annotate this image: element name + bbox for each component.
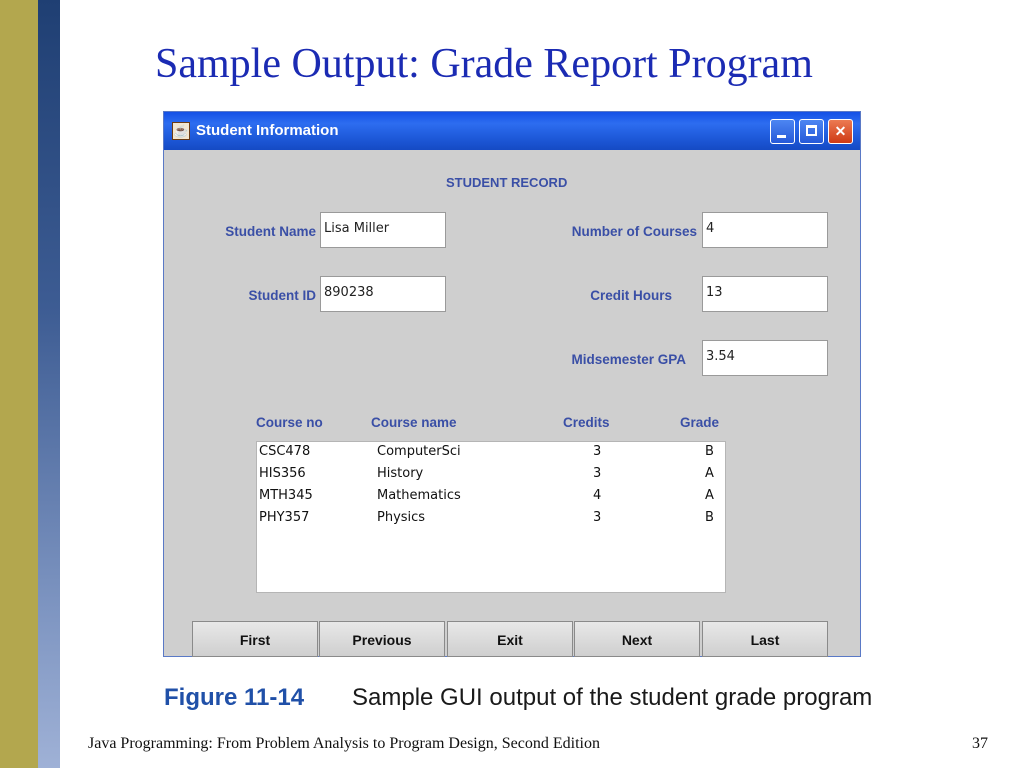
course-no: HIS356: [259, 466, 306, 481]
col-head-course-no: Course no: [256, 415, 323, 430]
course-row[interactable]: [257, 486, 725, 508]
first-button[interactable]: First: [192, 621, 318, 657]
course-name: Physics: [377, 510, 426, 525]
course-list[interactable]: [256, 441, 726, 593]
course-grade: B: [705, 444, 714, 459]
minimize-icon: [777, 135, 786, 138]
previous-button[interactable]: Previous: [319, 621, 445, 657]
course-grade: B: [705, 510, 714, 525]
course-credits: 3: [593, 510, 602, 525]
num-courses-field[interactable]: 4: [702, 212, 828, 248]
gpa-label: Midsemester GPA: [571, 352, 686, 367]
course-row[interactable]: [257, 508, 725, 530]
course-grade: A: [705, 466, 714, 481]
next-button[interactable]: Next: [574, 621, 700, 657]
slide-title: Sample Output: Grade Report Program: [155, 41, 813, 87]
credit-hours-field[interactable]: 13: [702, 276, 828, 312]
course-credits: 4: [593, 488, 602, 503]
course-name: ComputerSci: [377, 444, 461, 459]
figure-number: Figure 11-14: [164, 684, 305, 711]
course-credits: 3: [593, 466, 602, 481]
credit-hours-label: Credit Hours: [590, 288, 672, 303]
course-row[interactable]: [257, 442, 725, 464]
left-stripe-blue: [38, 0, 60, 768]
course-grade: A: [705, 488, 714, 503]
course-name: History: [377, 466, 424, 481]
course-no: MTH345: [259, 488, 313, 503]
minimize-button[interactable]: [770, 119, 795, 144]
student-record-heading: STUDENT RECORD: [446, 175, 568, 190]
course-row[interactable]: [257, 464, 725, 486]
course-no: PHY357: [259, 510, 310, 525]
course-no: CSC478: [259, 444, 311, 459]
exit-button[interactable]: Exit: [447, 621, 573, 657]
maximize-icon: [806, 125, 817, 136]
course-credits: 3: [593, 444, 602, 459]
col-head-grade: Grade: [680, 415, 720, 430]
close-button[interactable]: [828, 119, 853, 144]
close-icon: ✕: [834, 123, 847, 139]
gpa-field[interactable]: 3.54: [702, 340, 828, 376]
student-id-field[interactable]: 890238: [320, 276, 446, 312]
java-app-icon: ☕: [173, 124, 189, 138]
window-titlebar[interactable]: [164, 112, 860, 150]
num-courses-label: Number of Courses: [571, 224, 697, 239]
slide-footer: Java Programming: From Problem Analysis to Program Design, Second Edition: [88, 735, 600, 752]
maximize-button[interactable]: [799, 119, 824, 144]
page-number: 37: [972, 735, 988, 752]
course-name: Mathematics: [377, 488, 461, 503]
col-head-credits: Credits: [563, 415, 610, 430]
col-head-course-name: Course name: [371, 415, 457, 430]
figure-caption: Sample GUI output of the student grade program: [352, 684, 873, 711]
student-id-label: Student ID: [248, 288, 316, 303]
student-name-label: Student Name: [225, 224, 316, 239]
window-title: Student Information: [196, 122, 339, 139]
student-name-field[interactable]: Lisa Miller: [320, 212, 446, 248]
left-stripe-olive: [0, 0, 38, 768]
student-info-window: [163, 111, 861, 657]
last-button[interactable]: Last: [702, 621, 828, 657]
